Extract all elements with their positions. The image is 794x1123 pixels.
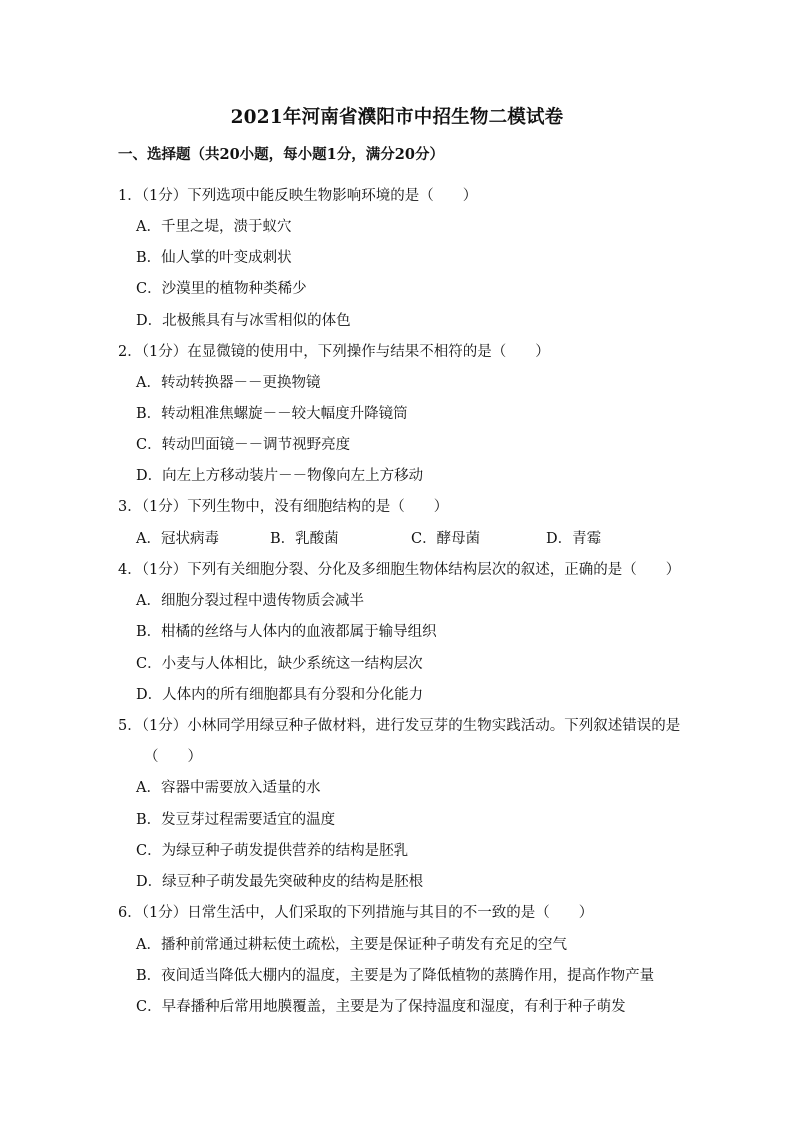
question-3-stem: 3．（1分）下列生物中，没有细胞结构的是（ ）: [118, 499, 449, 515]
question-5-option-c: C．为绿豆种子萌发提供营养的结构是胚乳: [136, 843, 409, 859]
question-3-option-d: D．青霉: [546, 531, 602, 547]
question-2-option-d: D．向左上方移动装片－－物像向左上方移动: [136, 468, 424, 484]
question-2-option-b: B．转动粗准焦螺旋－－较大幅度升降镜筒: [136, 406, 408, 422]
exam-title: 2021年河南省濮阳市中招生物二模试卷: [230, 107, 564, 128]
question-3-options-row: [136, 527, 601, 548]
question-2-option-c: C．转动凹面镜－－调节视野亮度: [136, 437, 351, 453]
question-4-option-a: A．细胞分裂过程中遗传物质会减半: [136, 593, 364, 609]
question-3-option-c: C．酵母菌: [411, 531, 481, 547]
question-1-option-c: C．沙漠里的植物种类稀少: [136, 281, 307, 297]
question-5-stem: 5．（1分）小林同学用绿豆种子做材料，进行发豆芽的生物实践活动。下列叙述错误的是: [118, 718, 681, 734]
question-4-option-c: C．小麦与人体相比，缺少系统这一结构层次: [136, 656, 423, 672]
question-5-option-b: B．发豆芽过程需要适宜的温度: [136, 812, 336, 828]
question-2-stem: 2．（1分）在显微镜的使用中，下列操作与结果不相符的是（ ）: [118, 344, 550, 360]
section-heading: 一、选择题（共20小题，每小题1分，满分20分）: [118, 146, 444, 163]
question-1-stem: 1．（1分）下列选项中能反映生物影响环境的是（ ）: [118, 188, 478, 204]
question-6-option-b: B．夜间适当降低大棚内的温度，主要是为了降低植物的蒸腾作用，提高作物产量: [136, 968, 655, 984]
question-1-option-b: B．仙人掌的叶变成刺状: [136, 250, 292, 266]
question-4-option-b: B．柑橘的丝络与人体内的血液都属于输导组织: [136, 624, 437, 640]
question-1-option-a: A．千里之堤，溃于蚁穴: [136, 219, 292, 235]
question-6-stem: 6．（1分）日常生活中，人们采取的下列措施与其目的不一致的是（ ）: [118, 905, 594, 921]
question-5-option-a: A．容器中需要放入适量的水: [136, 780, 321, 796]
question-5-stem-continuation: （ ）: [144, 749, 202, 765]
question-3-option-a: A．冠状病毒: [136, 531, 219, 547]
question-6-option-a: A．播种前常通过耕耘使土疏松，主要是保证种子萌发有充足的空气: [136, 937, 567, 953]
question-5-option-d: D．绿豆种子萌发最先突破种皮的结构是胚根: [136, 874, 424, 890]
question-4-stem: 4．（1分）下列有关细胞分裂、分化及多细胞生物体结构层次的叙述，正确的是（ ）: [118, 562, 681, 578]
question-1-option-d: D．北极熊具有与冰雪相似的体色: [136, 313, 351, 329]
question-3-option-b: B．乳酸菌: [270, 531, 339, 547]
question-6-option-c: C．早春播种后常用地膜覆盖，主要是为了保持温度和湿度，有利于种子萌发: [136, 999, 626, 1015]
question-4-option-d: D．人体内的所有细胞都具有分裂和分化能力: [136, 687, 424, 703]
question-2-option-a: A．转动转换器－－更换物镜: [136, 375, 321, 391]
